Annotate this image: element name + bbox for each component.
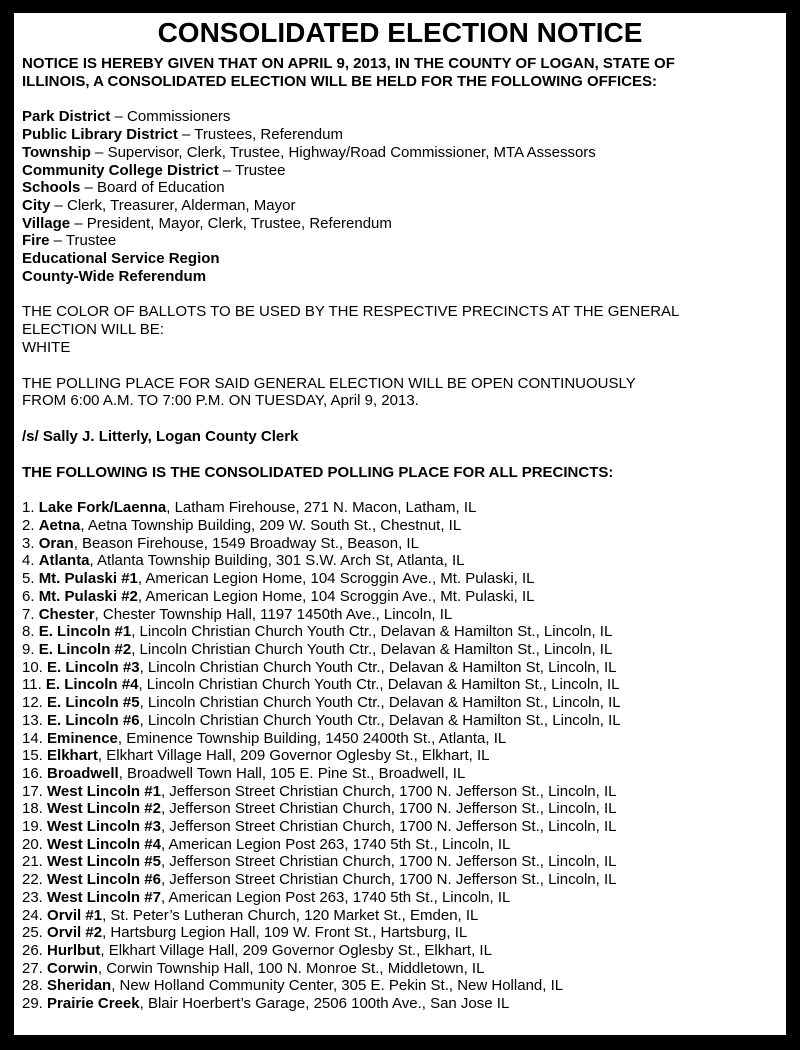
- precinct-name: E. Lincoln #2: [38, 640, 132, 658]
- precinct-number: 27.: [22, 959, 48, 977]
- precinct-number: 20.: [22, 835, 48, 853]
- precinct-number: 9.: [22, 640, 39, 658]
- office-item: [22, 268, 778, 286]
- precinct-item: [22, 942, 778, 960]
- office-name: Community College District: [22, 161, 219, 179]
- office-detail: – President, Mayor, Clerk, Trustee, Referendum: [70, 214, 392, 232]
- precinct-name: West Lincoln #7: [47, 888, 161, 906]
- precinct-number: 1.: [22, 499, 39, 517]
- precinct-detail: , American Legion Post 263, 1740 5th St., Lincoln, IL: [160, 888, 511, 906]
- precinct-detail: , Elkhart Village Hall, 209 Governor Oglesby St., Elkhart, IL: [100, 941, 492, 959]
- text-line: THE POLLING PLACE FOR SAID GENERAL ELECTION WILL BE OPEN CONTINUOUSLY: [22, 374, 636, 392]
- precinct-detail: , Jefferson Street Christian Church, 1700 N. Jefferson St., Lincoln, IL: [160, 800, 617, 818]
- precinct-name: Oran: [38, 534, 74, 552]
- ballot-color-paragraph: [22, 303, 778, 356]
- office-item: [22, 179, 778, 197]
- offices-list: [22, 108, 778, 285]
- precinct-detail: , Chester Township Hall, 1197 1450th Ave., Lincoln, IL: [94, 605, 453, 623]
- notice-page: [14, 13, 786, 1035]
- precinct-number: 13.: [22, 711, 48, 729]
- precinct-item: [22, 924, 778, 942]
- precinct-name: Broadwell: [47, 764, 119, 782]
- precinct-name: E. Lincoln #1: [38, 623, 132, 641]
- precinct-number: 5.: [22, 570, 39, 588]
- precinct-detail: , Lincoln Christian Church Youth Ctr., Delavan & Hamilton St., Lincoln, IL: [131, 623, 613, 641]
- precinct-name: Orvil #2: [47, 924, 103, 942]
- precinct-name: Aetna: [38, 517, 81, 535]
- precinct-detail: , Atlanta Township Building, 301 S.W. Arch St, Atlanta, IL: [89, 552, 465, 570]
- precinct-item: [22, 747, 778, 765]
- office-item: [22, 215, 778, 233]
- precinct-number: 2.: [22, 517, 39, 535]
- precinct-detail: , Lincoln Christian Church Youth Ctr., Delavan & Hamilton St, Lincoln, IL: [139, 658, 617, 676]
- precinct-name: Eminence: [47, 729, 118, 747]
- precinct-detail: , Eminence Township Building, 1450 2400th St., Atlanta, IL: [117, 729, 507, 747]
- precinct-detail: , New Holland Community Center, 305 E. Pekin St., New Holland, IL: [111, 977, 564, 995]
- precinct-detail: , American Legion Home, 104 Scroggin Ave., Mt. Pulaski, IL: [137, 570, 535, 588]
- precinct-name: Orvil #1: [47, 906, 103, 924]
- office-detail: – Supervisor, Clerk, Trustee, Highway/Road Commissioner, MTA Assessors: [90, 143, 596, 161]
- precinct-item: [22, 818, 778, 836]
- precinct-name: Mt. Pulaski #1: [38, 570, 138, 588]
- office-item: [22, 126, 778, 144]
- office-item: [22, 232, 778, 250]
- precinct-number: 19.: [22, 818, 48, 836]
- precinct-item: [22, 517, 778, 535]
- precinct-detail: , Latham Firehouse, 271 N. Macon, Latham, IL: [166, 499, 477, 517]
- precinct-detail: , Elkhart Village Hall, 209 Governor Oglesby St., Elkhart, IL: [97, 747, 490, 765]
- precinct-detail: , Lincoln Christian Church Youth Ctr., Delavan & Hamilton St., Lincoln, IL: [139, 694, 621, 712]
- precinct-name: Chester: [38, 605, 95, 623]
- precinct-number: 8.: [22, 623, 39, 641]
- office-item: [22, 162, 778, 180]
- precinct-name: E. Lincoln #5: [47, 694, 140, 712]
- precinct-item: [22, 977, 778, 995]
- precinct-number: 26.: [22, 941, 48, 959]
- precinct-number: 16.: [22, 764, 48, 782]
- precinct-name: West Lincoln #2: [47, 800, 161, 818]
- precinct-item: [22, 641, 778, 659]
- precinct-item: [22, 623, 778, 641]
- precincts-list: [22, 499, 778, 1012]
- precinct-item: [22, 552, 778, 570]
- precinct-item: [22, 995, 778, 1013]
- precinct-item: [22, 960, 778, 978]
- office-detail: – Trustee: [49, 232, 117, 250]
- office-detail: – Clerk, Treasurer, Alderman, Mayor: [50, 196, 296, 214]
- precinct-item: [22, 659, 778, 677]
- precinct-number: 28.: [22, 977, 48, 995]
- precinct-detail: , St. Peter’s Lutheran Church, 120 Market St., Emden, IL: [102, 906, 479, 924]
- text-line: FROM 6:00 A.M. TO 7:00 P.M. ON TUESDAY, April 9, 2013.: [22, 392, 419, 410]
- precinct-detail: , Aetna Township Building, 209 W. South St., Chestnut, IL: [80, 517, 462, 535]
- precinct-detail: , Beason Firehouse, 1549 Broadway St., Beason, IL: [73, 534, 419, 552]
- precinct-number: 18.: [22, 800, 48, 818]
- office-item: [22, 197, 778, 215]
- precinct-item: [22, 676, 778, 694]
- precinct-name: West Lincoln #1: [47, 782, 161, 800]
- precinct-number: 15.: [22, 747, 48, 765]
- precinct-item: [22, 730, 778, 748]
- precinct-name: West Lincoln #4: [47, 835, 161, 853]
- precinct-item: [22, 712, 778, 730]
- office-detail: – Trustees, Referendum: [177, 126, 343, 144]
- precinct-number: 11.: [22, 676, 46, 694]
- precinct-item: [22, 853, 778, 871]
- precinct-number: 29.: [22, 995, 48, 1013]
- office-name: County-Wide Referendum: [22, 267, 207, 285]
- precinct-number: 7.: [22, 605, 39, 623]
- precinct-name: West Lincoln #6: [47, 871, 161, 889]
- precinct-number: 12.: [22, 694, 48, 712]
- precinct-name: Lake Fork/Laenna: [38, 499, 167, 517]
- precinct-detail: , Lincoln Christian Church Youth Ctr., Delavan & Hamilton St., Lincoln, IL: [138, 676, 620, 694]
- polling-hours-paragraph: [22, 375, 778, 410]
- precinct-detail: , Hartsburg Legion Hall, 109 W. Front St., Hartsburg, IL: [102, 924, 468, 942]
- precinct-item: [22, 765, 778, 783]
- office-name: Fire: [22, 232, 50, 250]
- office-name: Schools: [22, 179, 81, 197]
- precinct-name: E. Lincoln #3: [47, 658, 140, 676]
- precinct-item: [22, 783, 778, 801]
- precincts-heading: THE FOLLOWING IS THE CONSOLIDATED POLLING PLACE FOR ALL PRECINCTS:: [22, 463, 614, 481]
- precinct-detail: , Corwin Township Hall, 100 N. Monroe St., Middletown, IL: [97, 959, 485, 977]
- precinct-detail: , Jefferson Street Christian Church, 1700 N. Jefferson St., Lincoln, IL: [160, 871, 617, 889]
- page-title: CONSOLIDATED ELECTION NOTICE: [157, 17, 643, 48]
- office-detail: – Commissioners: [110, 108, 231, 126]
- precinct-detail: , Jefferson Street Christian Church, 1700 N. Jefferson St., Lincoln, IL: [160, 853, 617, 871]
- precinct-detail: , American Legion Home, 104 Scroggin Ave., Mt. Pulaski, IL: [137, 587, 535, 605]
- precinct-detail: , Lincoln Christian Church Youth Ctr., Delavan & Hamilton St., Lincoln, IL: [139, 711, 621, 729]
- intro-paragraph: [22, 55, 778, 90]
- precinct-number: 23.: [22, 888, 48, 906]
- precinct-detail: , Blair Hoerbert’s Garage, 2506 100th Ave., San Jose IL: [139, 995, 510, 1013]
- precinct-item: [22, 694, 778, 712]
- precinct-number: 10.: [22, 658, 48, 676]
- office-name: Public Library District: [22, 126, 178, 144]
- precinct-number: 14.: [22, 729, 48, 747]
- precinct-item: [22, 836, 778, 854]
- office-name: Park District: [22, 108, 111, 126]
- office-name: Village: [22, 214, 71, 232]
- precinct-item: [22, 800, 778, 818]
- precinct-detail: , Jefferson Street Christian Church, 1700 N. Jefferson St., Lincoln, IL: [160, 818, 617, 836]
- precinct-name: E. Lincoln #6: [47, 711, 140, 729]
- precinct-detail: , Broadwell Town Hall, 105 E. Pine St., Broadwell, IL: [118, 764, 466, 782]
- precinct-item: [22, 535, 778, 553]
- text-line: WHITE: [22, 338, 71, 356]
- precinct-name: Elkhart: [47, 747, 98, 765]
- precinct-number: 21.: [22, 853, 48, 871]
- text-line: ELECTION WILL BE:: [22, 321, 164, 339]
- precinct-number: 25.: [22, 924, 48, 942]
- precinct-name: Hurlbut: [47, 941, 101, 959]
- precinct-name: West Lincoln #3: [47, 818, 161, 836]
- precinct-item: [22, 588, 778, 606]
- precinct-number: 4.: [22, 552, 39, 570]
- office-item: [22, 108, 778, 126]
- precinct-number: 17.: [22, 782, 48, 800]
- office-name: Educational Service Region: [22, 250, 220, 268]
- office-name: City: [22, 196, 51, 214]
- office-item: [22, 144, 778, 162]
- office-item: [22, 250, 778, 268]
- office-detail: – Board of Education: [80, 179, 225, 197]
- office-name: Township: [22, 143, 91, 161]
- precinct-number: 6.: [22, 587, 39, 605]
- office-detail: – Trustee: [218, 161, 286, 179]
- precinct-item: [22, 499, 778, 517]
- precinct-name: Atlanta: [38, 552, 90, 570]
- precinct-name: Prairie Creek: [47, 995, 140, 1013]
- precinct-item: [22, 871, 778, 889]
- precinct-number: 24.: [22, 906, 48, 924]
- precinct-number: 22.: [22, 871, 48, 889]
- precinct-detail: , Jefferson Street Christian Church, 1700 N. Jefferson St., Lincoln, IL: [160, 782, 617, 800]
- precinct-name: West Lincoln #5: [47, 853, 161, 871]
- precinct-name: Mt. Pulaski #2: [38, 587, 138, 605]
- text-line: THE COLOR OF BALLOTS TO BE USED BY THE RESPECTIVE PRECINCTS AT THE GENERAL: [22, 303, 680, 321]
- precinct-detail: , Lincoln Christian Church Youth Ctr., Delavan & Hamilton St., Lincoln, IL: [131, 640, 613, 658]
- precinct-item: [22, 606, 778, 624]
- text-line: ILLINOIS, A CONSOLIDATED ELECTION WILL BE HELD FOR THE FOLLOWING OFFICES:: [22, 72, 657, 90]
- precinct-item: [22, 907, 778, 925]
- precinct-name: E. Lincoln #4: [45, 676, 139, 694]
- precinct-detail: , American Legion Post 263, 1740 5th St., Lincoln, IL: [160, 835, 511, 853]
- precinct-item: [22, 889, 778, 907]
- clerk-signature: /s/ Sally J. Litterly, Logan County Clerk: [22, 427, 299, 445]
- precinct-name: Sheridan: [47, 977, 112, 995]
- precinct-item: [22, 570, 778, 588]
- precinct-number: 3.: [22, 534, 39, 552]
- text-line: NOTICE IS HEREBY GIVEN THAT ON APRIL 9, 2013, IN THE COUNTY OF LOGAN, STATE OF: [22, 55, 675, 72]
- precinct-name: Corwin: [47, 959, 98, 977]
